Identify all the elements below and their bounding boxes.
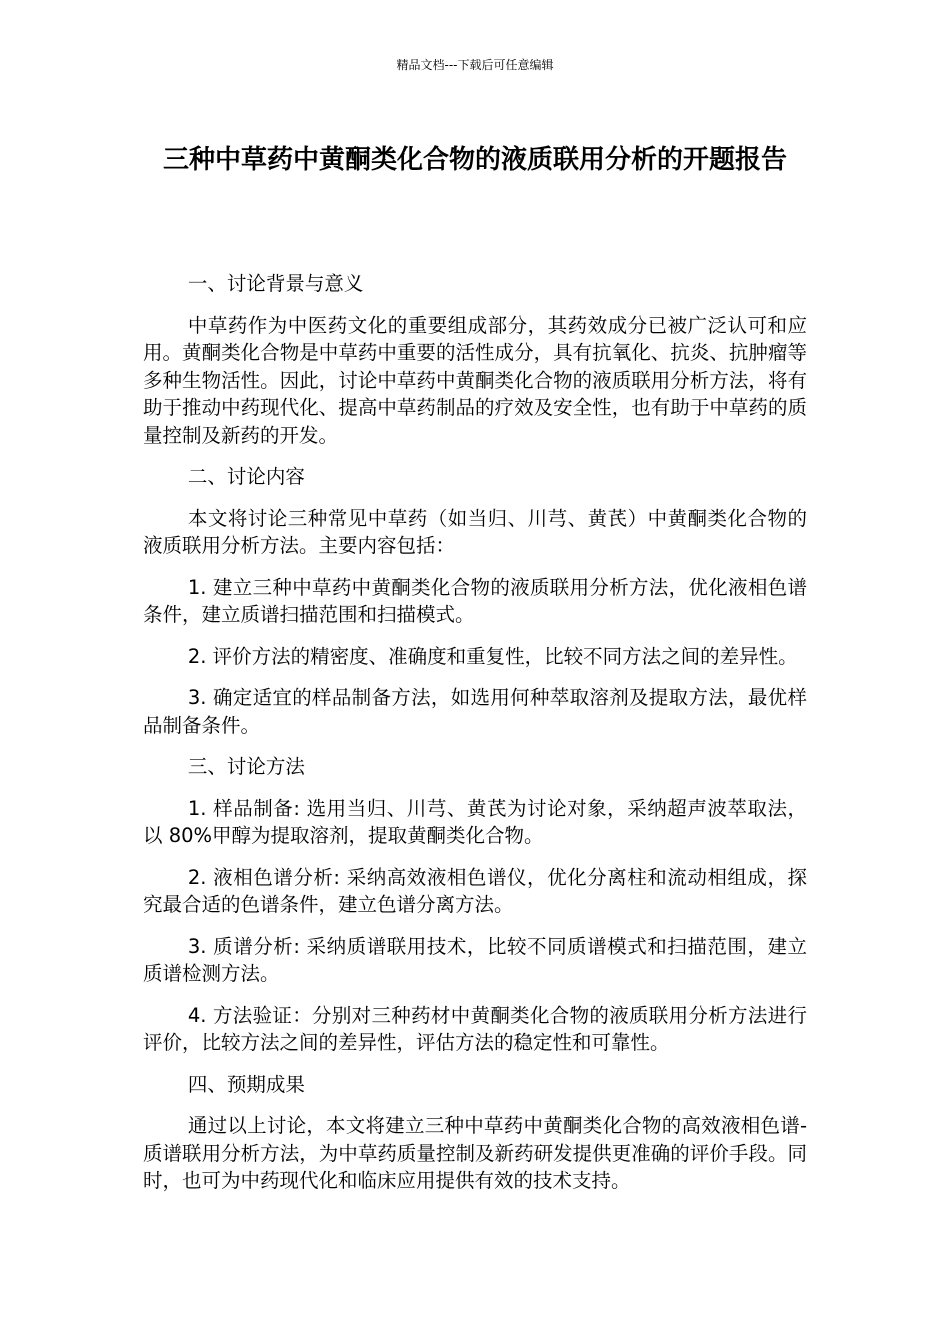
document-body bbox=[143, 270, 807, 1209]
section-expected-results bbox=[143, 1071, 807, 1195]
paragraph: 中草药作为中医药文化的重要组成部分，其药效成分已被广泛认可和应用。黄酮类化合物是中草药中重要的活性成分，具有抗氧化、抗炎、抗肿瘤等多种生物活性。因此，讨论中草药中黄酮类化合物的液质联用分析方法，将有助于推动中药现代化、提高中草药制品的疗效及安全性，也有助于中草药的质量控制及新药的开发。 bbox=[143, 313, 807, 447]
header-note: 精品文档---下载后可任意编辑 bbox=[396, 58, 554, 72]
list-item: 2. 液相色谱分析: 采纳高效液相色谱仪，优化分离柱和流动相组成，探究最合适的色谱条件，建立色谱分离方法。 bbox=[143, 865, 807, 916]
document-title: 三种中草药中黄酮类化合物的液质联用分析的开题报告 bbox=[162, 145, 787, 175]
section-heading: 三、讨论方法 bbox=[187, 755, 305, 778]
paragraph: 通过以上讨论，本文将建立三种中草药中黄酮类化合物的高效液相色谱-质谱联用分析方法，为中草药质量控制及新药研发提供更准确的评价手段。同时，也可为中药现代化和临床应用提供有效的技术支持。 bbox=[143, 1114, 807, 1192]
list-item: 1. 建立三种中草药中黄酮类化合物的液质联用分析方法，优化液相色谱条件，建立质谱扫描范围和扫描模式。 bbox=[143, 575, 807, 626]
section-heading: 四、预期成果 bbox=[187, 1072, 305, 1096]
section-heading: 一、讨论背景与意义 bbox=[187, 272, 364, 295]
list-item: 3. 质谱分析: 采纳质谱联用技术，比较不同质谱模式和扫描范围，建立质谱检测方法。 bbox=[143, 934, 807, 985]
list-item: 4. 方法验证：分别对三种药材中黄酮类化合物的液质联用分析方法进行评价，比较方法之间的差异性，评估方法的稳定性和可靠性。 bbox=[143, 1003, 807, 1054]
section-methods bbox=[143, 753, 807, 1057]
section-heading: 二、讨论内容 bbox=[187, 465, 305, 488]
list-item: 1. 样品制备: 选用当归、川芎、黄芪为讨论对象，采纳超声波萃取法，以 80%甲醇为提取溶剂，提取黄酮类化合物。 bbox=[143, 796, 807, 847]
section-background bbox=[143, 270, 807, 449]
list-item: 3. 确定适宜的样品制备方法，如选用何种萃取溶剂及提取方法，最优样品制备条件。 bbox=[143, 686, 807, 737]
paragraph: 本文将讨论三种常见中草药（如当归、川芎、黄芪）中黄酮类化合物的液质联用分析方法。主要内容包括： bbox=[143, 506, 807, 557]
list-item: 2. 评价方法的精密度、准确度和重复性，比较不同方法之间的差异性。 bbox=[187, 644, 798, 668]
section-content bbox=[143, 463, 807, 739]
